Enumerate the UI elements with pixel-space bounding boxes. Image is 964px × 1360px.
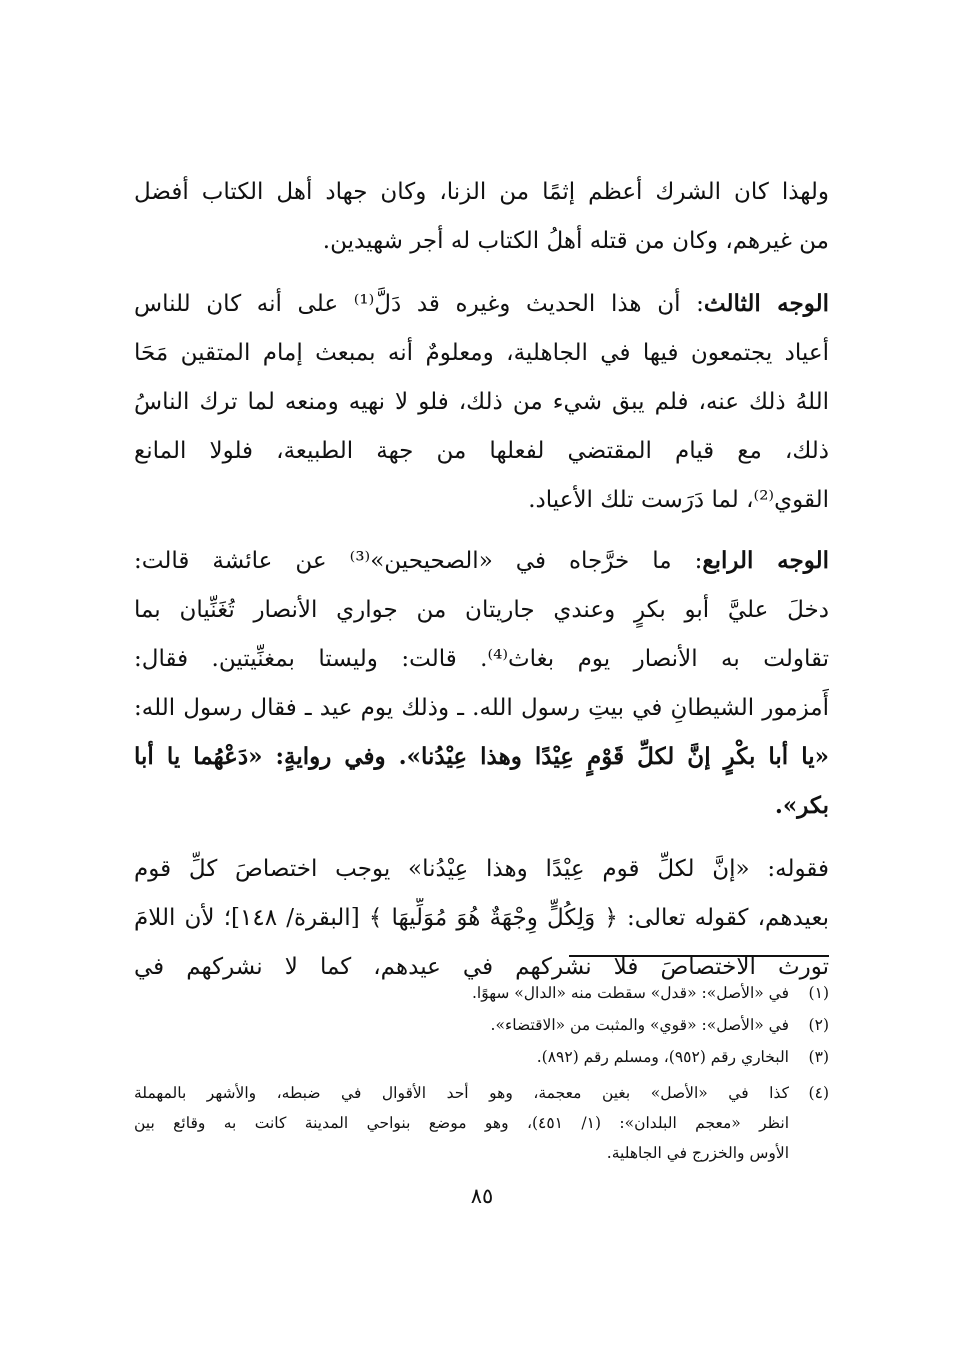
hadith-quote-line: «يا أبا بكْرٍ إنَّ لكلِّ قَوْمٍ عِيْدًا وهذا عِيْدُنا». وفي روايةٍ: «دَعْهُما يا أبا [134,743,829,770]
footnote-text: البخاري رقم (٩٥٢)، ومسلم رقم (٨٩٢). [536,1048,789,1066]
footnote [134,1010,829,1040]
footnote [134,1078,829,1108]
footnote-text: كذا في «الأصل» بغين معجمة، وهو أحد الأقوال في ضبطه، والأشهر بالمهملة [134,1084,789,1102]
body-line: أَمزمور الشيطانِ في بيتِ رسول الله. ـ وذلك يوم عيد ـ فقال رسول الله: [134,695,829,721]
body-line: تورث الاختصاصَ فلا نشركهم في عيدهم، كما لا نشركهم في [134,954,829,980]
body-text: : أن هذا الحديث وغيره قد دَلَّ⁽¹⁾ على أنه كان للناس [134,291,704,317]
footnote [134,1042,829,1072]
page-number: ٨٥ [470,1184,494,1208]
section-heading: الوجه الرابع [702,547,829,574]
footnote-text: في «الأصل»: «قوي» والمثبت من «الاقتضاء». [490,1016,789,1034]
footnote-continuation: انظر «معجم البلدان»: (١/ ٤٥١)، وهو موضع بنواحي المدينة كانت به وقائع بين [134,1114,789,1132]
footnote-separator [569,955,829,957]
body-line: اللهُ ذلك عنه، فلم يبق شيء من ذلك، فلو لا نهيه ومنعه لما ترك الناسُ [134,389,829,415]
body-line: من غيرهم، وكان من قتله أهلُ الكتاب له أجر شهيدين. [322,228,829,254]
body-line: أعياد يجتمعون فيها في الجاهلية، ومعلومٌ أنه بمبعث إمام المتقين مَحَا [134,340,829,366]
footnote-continuation: الأوس والخزرج في الجاهلية. [606,1144,789,1162]
body-text: : ما خرَّجاه في «الصحيحين»⁽³⁾ عن عائشة قالت: [134,548,703,574]
footnote-number: (١) [808,984,829,1002]
footnote-number: (٤) [808,1084,829,1102]
body-line: فقوله: «إنَّ لكلِّ قوم عِيْدًا وهذا عِيْدُنا» يوجب اختصاصَ كلِّ قوم [134,856,829,882]
body-line: ولهذا كان الشرك أعظم إثمًا من الزنا، وكان جهاد أهل الكتاب أفضل [134,179,829,205]
body-line: دخلَ عليَّ أبو بكرٍ وعندي جاريتان من جواري الأنصار تُغَنِّيان بما [134,597,829,623]
body-line [134,541,829,581]
footnote-number: (٣) [808,1048,829,1066]
footnote-number: (٢) [808,1016,829,1034]
footnote-text: في «الأصل»: «قدل» سقطت منه «الدال» سهوًا. [471,984,789,1002]
footnote [134,978,829,1008]
hadith-quote-line: بكر». [774,792,829,819]
body-line: ذلك، مع قيام المقتضي لفعلها من جهة الطبيعة، فلولا المانع [134,438,829,464]
body-line: القوي⁽²⁾، لما دَرَست تلك الأعياد. [528,487,829,513]
body-line [134,284,829,324]
section-heading: الوجه الثالث [703,290,829,317]
body-line: بعيدهم، كقوله تعالى: ﴿ وَلِكُلٍّ وِجْهَةٌ هُوَ مُوَلِّيهَا ﴾ [البقرة/ ١٤٨]؛ لأن اللامَ [134,905,829,931]
body-line: تقاولت به الأنصار يوم بغاث⁽⁴⁾. قالت: وليستا بمغنِّيتين. فقال: [134,646,829,672]
